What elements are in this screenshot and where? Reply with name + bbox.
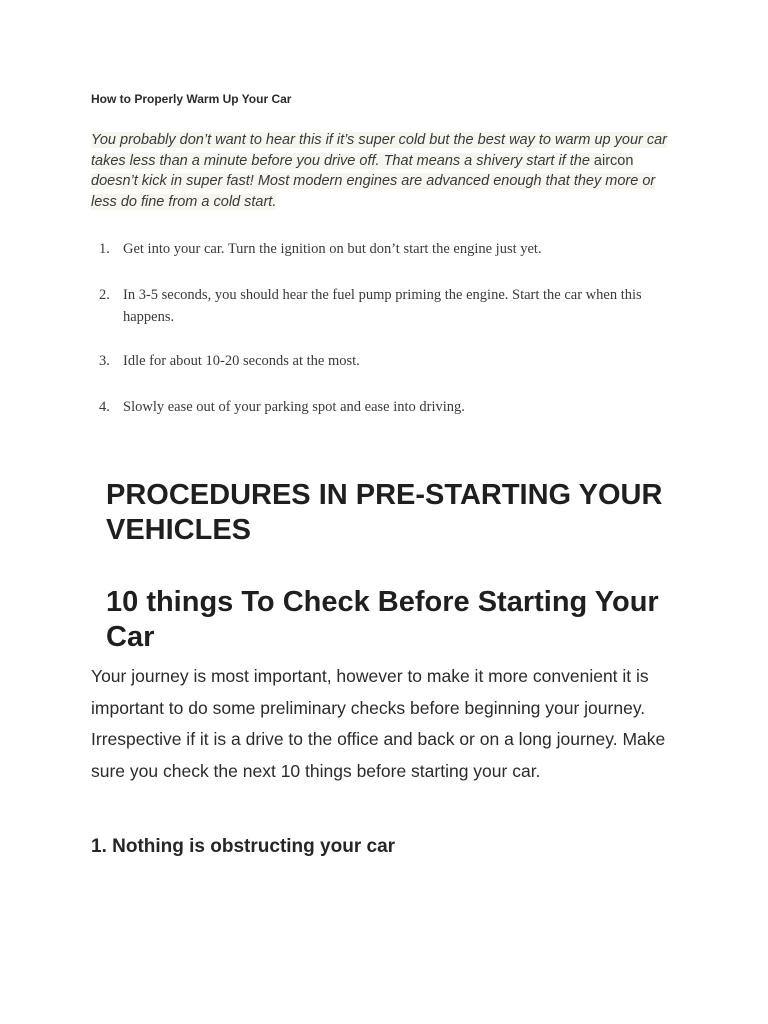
first-item-heading: 1. Nothing is obstructing your car — [91, 836, 396, 857]
intro-text-part-3: doesn’t kick in super fast! Most modern engines are advanced enough that they more or less do fine from a cold start. — [91, 173, 656, 210]
list-item — [91, 238, 691, 260]
list-item-text: Get into your car. Turn the ignition on but don’t start the engine just yet. — [123, 241, 542, 257]
list-item-number: 4. — [99, 399, 110, 415]
intro-text-aircon: aircon — [593, 152, 634, 169]
section-heading: PROCEDURES IN PRE-STARTING YOUR VEHICLES — [106, 479, 679, 546]
list-item-text: Idle for about 10-20 seconds at the most. — [123, 353, 360, 369]
warm-up-steps-list — [91, 238, 691, 418]
document-title: How to Properly Warm Up Your Car — [91, 92, 292, 106]
intro-paragraph — [91, 130, 681, 212]
article-intro-paragraph: Your journey is most important, however to make it more convenient it is important to do some preliminary checks before beginning your journey. Irrespective if it is a drive to the office and back or on a long journey. Make sure you check the next 10 things before starting your car. — [91, 666, 666, 781]
list-item — [91, 396, 691, 418]
list-item — [91, 350, 691, 372]
list-item-number: 2. — [99, 287, 110, 303]
intro-text-part-1: You probably don’t want to hear this if it’s super cold but the best way to warm up your car takes less than a minute before you drive off. That means a shivery start if the — [91, 132, 668, 169]
list-item — [91, 284, 691, 328]
list-item-number: 1. — [99, 241, 110, 257]
article-heading: 10 things To Check Before Starting Your Car — [106, 586, 667, 653]
list-item-text: Slowly ease out of your parking spot and ease into driving. — [123, 399, 465, 415]
list-item-number: 3. — [99, 353, 110, 369]
list-item-text: In 3-5 seconds, you should hear the fuel pump priming the engine. Start the car when this happens. — [123, 287, 642, 325]
